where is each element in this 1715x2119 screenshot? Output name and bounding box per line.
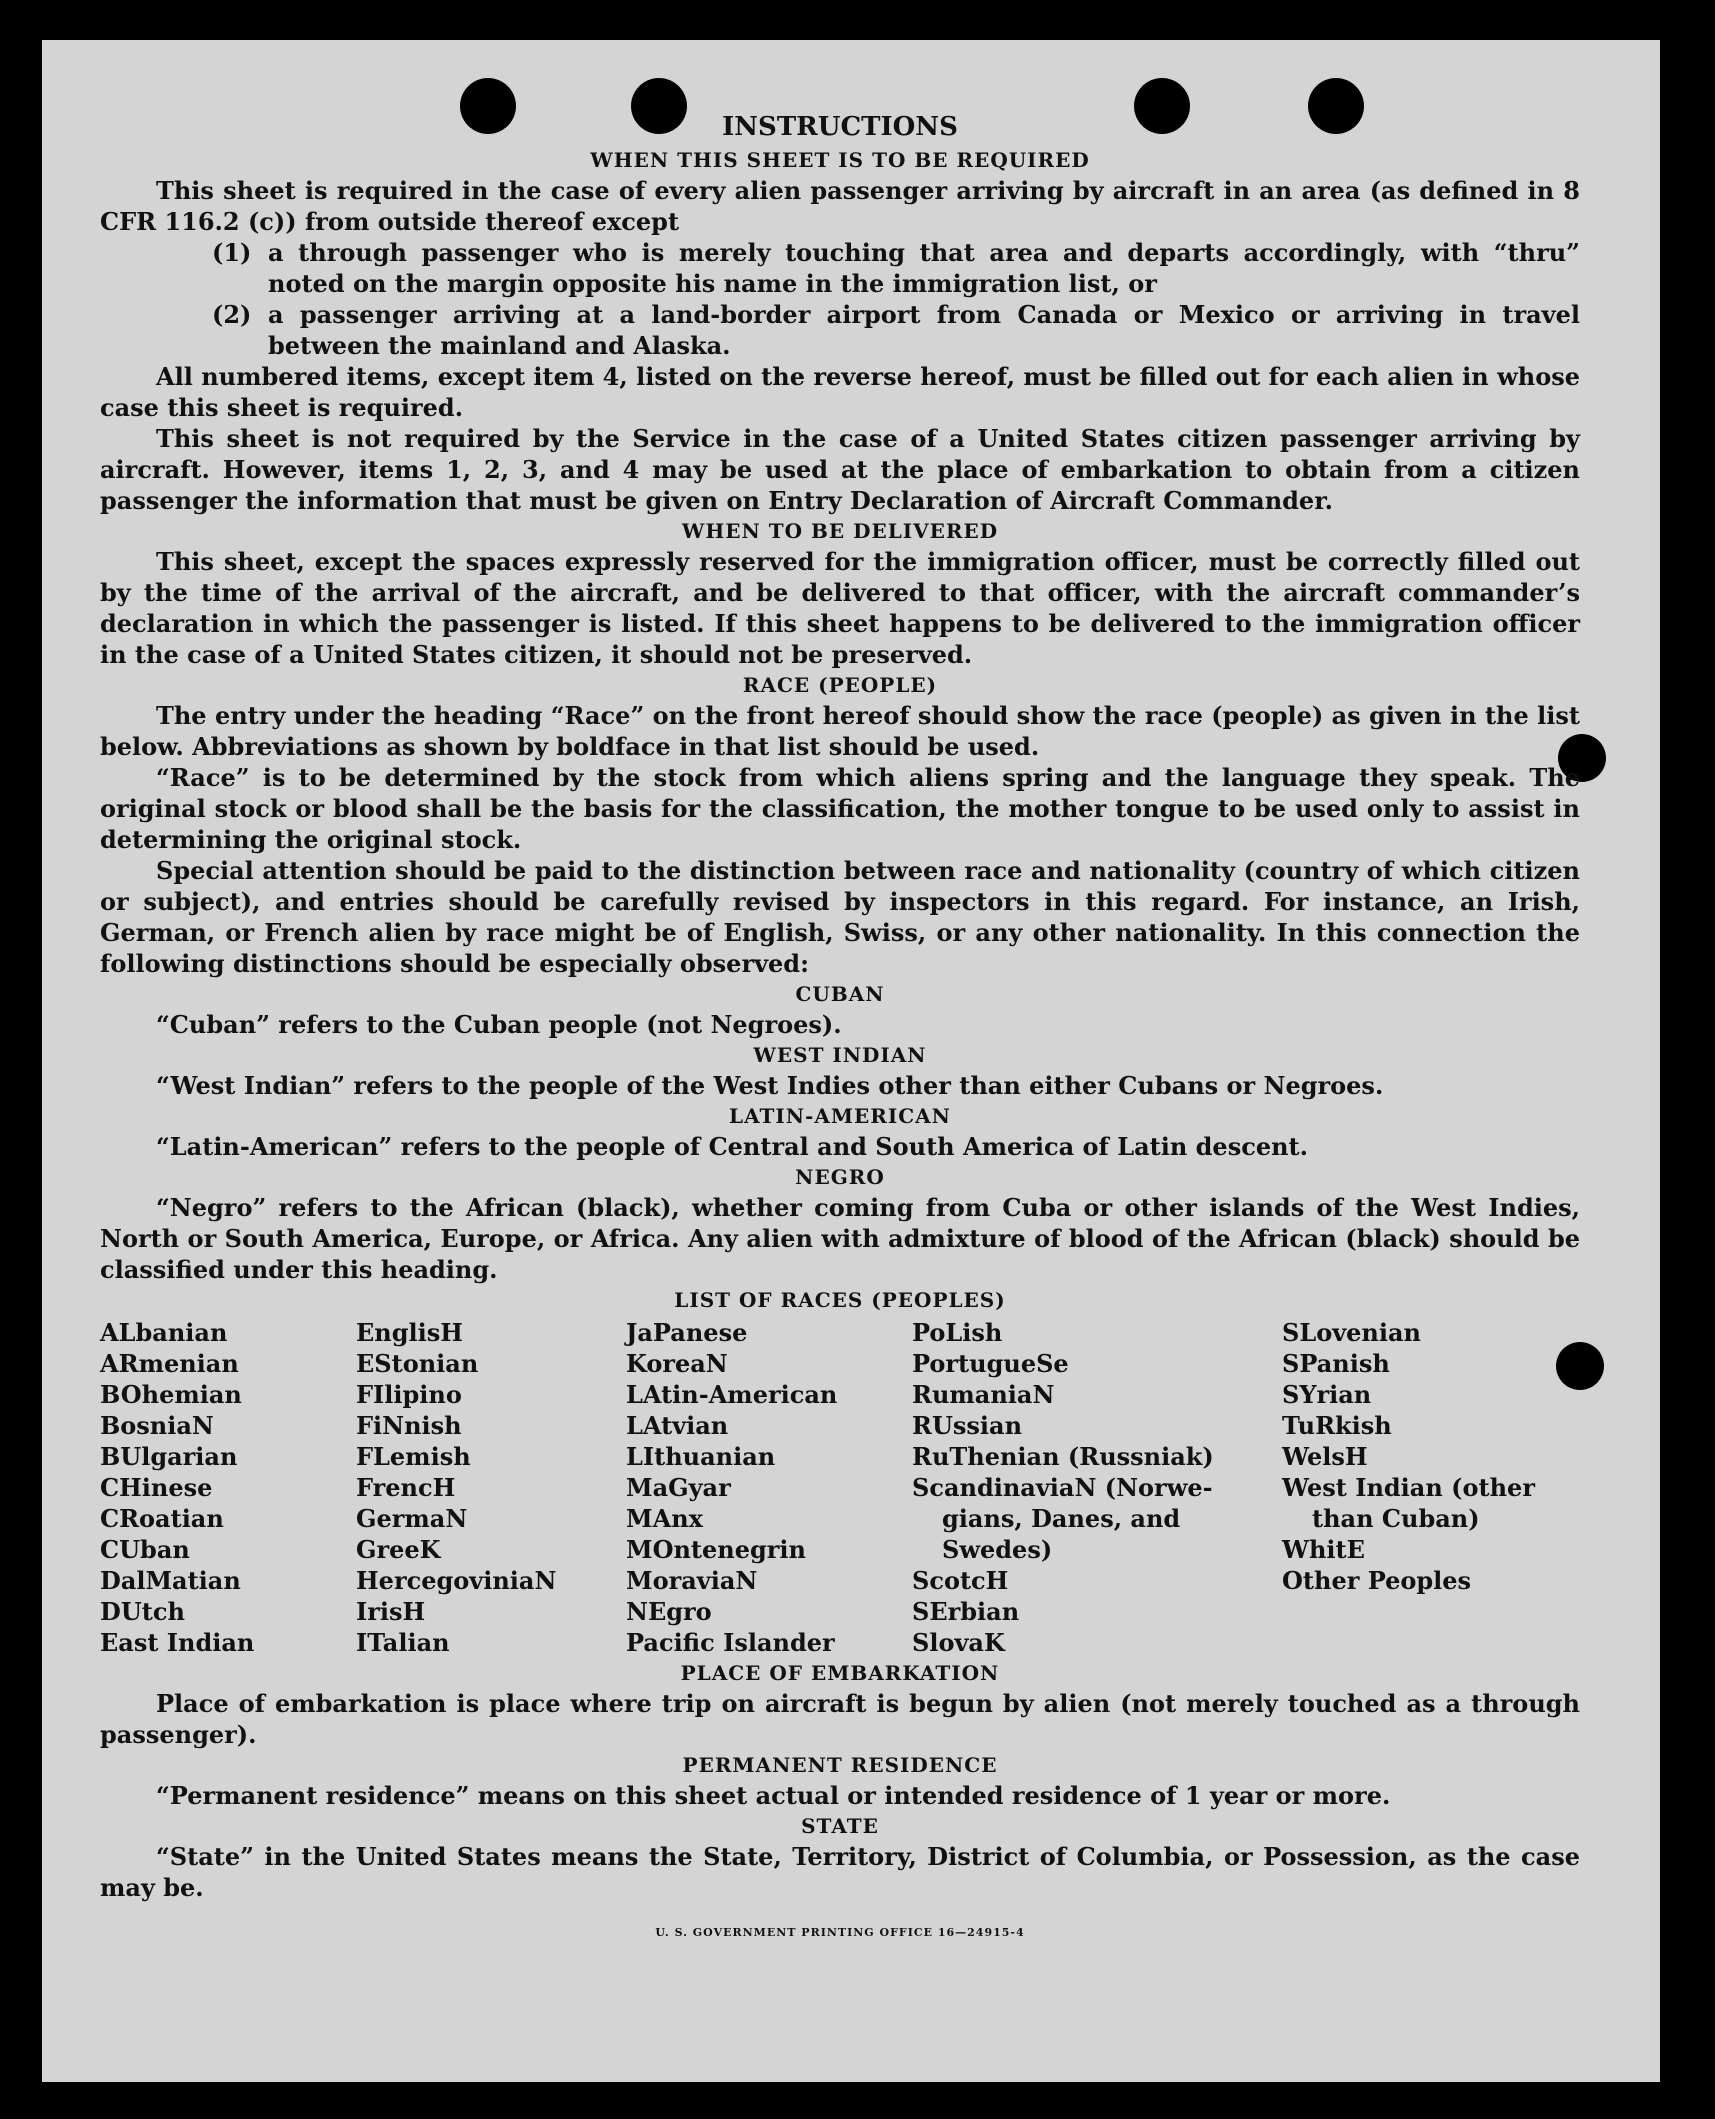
paragraph: All numbered items, except item 4, listed on the reverse hereof, must be filled out for each alien in whose case this sheet is required. bbox=[100, 362, 1580, 422]
race-entry: MAnx bbox=[626, 1504, 703, 1533]
race-entry: RuThenian (Russniak) bbox=[912, 1442, 1214, 1471]
paragraph: This sheet is not required by the Service in the case of a United States citizen passenger arriving by aircraft. However, items 1, 2, 3, and 4 may be used at the place of embarkation to obtain from a citizen passenger the information that must be given on Entry Declaration of Aircraft Commander. bbox=[100, 424, 1580, 515]
section-heading-race: RACE (PEOPLE) bbox=[742, 673, 938, 697]
race-entry: EnglisH bbox=[356, 1318, 463, 1347]
paragraph: “West Indian” refers to the people of the West Indies other than either Cubans or Negroes. bbox=[156, 1071, 1384, 1100]
race-entry: BOhemian bbox=[100, 1380, 242, 1409]
race-entry: TuRkish bbox=[1282, 1411, 1392, 1440]
section-heading-embarkation: PLACE OF EMBARKATION bbox=[680, 1661, 1000, 1685]
race-entry: JaPanese bbox=[626, 1318, 748, 1347]
race-entry: PoLish bbox=[912, 1318, 1003, 1347]
race-entry: LIthuanian bbox=[626, 1442, 776, 1471]
races-list bbox=[100, 1317, 1580, 1658]
section-heading-west-indian: WEST INDIAN bbox=[753, 1043, 927, 1067]
race-entry: East Indian bbox=[100, 1628, 255, 1657]
race-entry: FrencH bbox=[356, 1473, 456, 1502]
paragraph: “State” in the United States means the State, Territory, District of Columbia, or Possession, as the case may be. bbox=[100, 1842, 1580, 1902]
races-column bbox=[100, 1317, 356, 1658]
race-entry: ScandinaviaN (Norwe- bbox=[912, 1473, 1213, 1502]
section-heading-races-list: LIST OF RACES (PEOPLES) bbox=[674, 1288, 1006, 1312]
section-heading-latin-american: LATIN-AMERICAN bbox=[729, 1104, 951, 1128]
races-column bbox=[912, 1317, 1282, 1658]
section-heading-required: WHEN THIS SHEET IS TO BE REQUIRED bbox=[590, 148, 1090, 172]
races-column bbox=[626, 1317, 912, 1658]
race-entry: LAtin-American bbox=[626, 1380, 838, 1409]
race-entry: GreeK bbox=[356, 1535, 441, 1564]
races-column bbox=[1282, 1317, 1580, 1658]
list-item bbox=[212, 299, 1580, 361]
race-entry: DUtch bbox=[100, 1597, 185, 1626]
page-title: INSTRUCTIONS bbox=[722, 112, 958, 142]
races-column bbox=[356, 1317, 626, 1658]
race-entry: KoreaN bbox=[626, 1349, 728, 1378]
race-entry: SYrian bbox=[1282, 1380, 1372, 1409]
section-heading-state: STATE bbox=[801, 1814, 879, 1838]
section-heading-negro: NEGRO bbox=[795, 1165, 885, 1189]
printer-imprint: U. S. GOVERNMENT PRINTING OFFICE 16—24915-4 bbox=[655, 1926, 1025, 1939]
race-entry: ScotcH bbox=[912, 1566, 1009, 1595]
race-entry: Other Peoples bbox=[1282, 1566, 1472, 1595]
race-entry: than Cuban) bbox=[1312, 1504, 1480, 1533]
paragraph: The entry under the heading “Race” on the front hereof should show the race (people) as given in the list below. Abbreviations as shown by boldface in that list should be used. bbox=[100, 701, 1580, 761]
paragraph: “Race” is to be determined by the stock from which aliens spring and the language they speak. The original stock or blood shall be the basis for the classification, the mother tongue to be used only to assist in determining the original stock. bbox=[100, 763, 1580, 854]
paragraph: This sheet is required in the case of every alien passenger arriving by aircraft in an area (as defined in 8 CFR 116.2 (c)) from outside thereof except bbox=[100, 176, 1580, 236]
race-entry: RumaniaN bbox=[912, 1380, 1055, 1409]
item-number: (1) bbox=[212, 238, 252, 267]
item-text: a through passenger who is merely touching that area and departs accordingly, with “thru” noted on the margin opposite his name in the immigration list, or bbox=[268, 238, 1580, 298]
race-entry: WhitE bbox=[1282, 1535, 1365, 1564]
race-entry: SPanish bbox=[1282, 1349, 1390, 1378]
race-entry: ALbanian bbox=[100, 1318, 228, 1347]
race-entry: RUssian bbox=[912, 1411, 1023, 1440]
race-entry: FLemish bbox=[356, 1442, 471, 1471]
race-entry: SLovenian bbox=[1282, 1318, 1421, 1347]
race-entry: ITalian bbox=[356, 1628, 450, 1657]
paragraph: This sheet, except the spaces expressly reserved for the immigration officer, must be correctly filled out by the time of the arrival of the aircraft, and be delivered to that officer, with the aircraft commander’s declaration in which the passenger is listed. If this sheet happens to be delivered to the immigration officer in the case of a United States citizen, it should not be preserved. bbox=[100, 547, 1580, 669]
race-entry: SlovaK bbox=[912, 1628, 1005, 1657]
race-entry: MOntenegrin bbox=[626, 1535, 806, 1564]
race-entry: Pacific Islander bbox=[626, 1628, 835, 1657]
race-entry: CRoatian bbox=[100, 1504, 224, 1533]
race-entry: CHinese bbox=[100, 1473, 213, 1502]
section-heading-delivered: WHEN TO BE DELIVERED bbox=[681, 519, 999, 543]
race-entry: HercegoviniaN bbox=[356, 1566, 557, 1595]
item-number: (2) bbox=[212, 300, 252, 329]
race-entry: gians, Danes, and bbox=[942, 1504, 1181, 1533]
race-entry: EStonian bbox=[356, 1349, 479, 1378]
race-entry: FIlipino bbox=[356, 1380, 462, 1409]
race-entry: CUban bbox=[100, 1535, 190, 1564]
paragraph: “Permanent residence” means on this sheet actual or intended residence of 1 year or more. bbox=[156, 1781, 1391, 1810]
race-entry: DalMatian bbox=[100, 1566, 241, 1595]
race-entry: IrisH bbox=[356, 1597, 426, 1626]
race-entry: WelsH bbox=[1282, 1442, 1368, 1471]
paragraph: “Cuban” refers to the Cuban people (not Negroes). bbox=[156, 1010, 842, 1039]
race-entry: MoraviaN bbox=[626, 1566, 758, 1595]
race-entry: BUlgarian bbox=[100, 1442, 238, 1471]
race-entry: LAtvian bbox=[626, 1411, 729, 1440]
race-entry: Swedes) bbox=[942, 1535, 1053, 1564]
paragraph: Special attention should be paid to the distinction between race and nationality (country of which citizen or subject), and entries should be carefully revised by inspectors in this regard. For instance, an Irish, German, or French alien by race might be of English, Swiss, or any other nationality. In this connection the following distinctions should be especially observed: bbox=[100, 856, 1580, 978]
paragraph: “Negro” refers to the African (black), whether coming from Cuba or other islands of the West Indies, North or South America, Europe, or Africa. Any alien with admixture of blood of the African (black) should be classified under this heading. bbox=[100, 1193, 1580, 1284]
race-entry: PortugueSe bbox=[912, 1349, 1069, 1378]
instructions-content bbox=[100, 112, 1580, 1948]
race-entry: NEgro bbox=[626, 1597, 712, 1626]
item-text: a passenger arriving at a land-border airport from Canada or Mexico or arriving in travel between the mainland and Alaska. bbox=[268, 300, 1580, 360]
race-entry: GermaN bbox=[356, 1504, 468, 1533]
paragraph: “Latin-American” refers to the people of Central and South America of Latin descent. bbox=[156, 1132, 1308, 1161]
race-entry: MaGyar bbox=[626, 1473, 731, 1502]
race-entry: BosniaN bbox=[100, 1411, 214, 1440]
race-entry: West Indian (other bbox=[1282, 1473, 1535, 1502]
paragraph: Place of embarkation is place where trip on aircraft is begun by alien (not merely touched as a through passenger). bbox=[100, 1689, 1580, 1749]
race-entry: SErbian bbox=[912, 1597, 1020, 1626]
section-heading-residence: PERMANENT RESIDENCE bbox=[682, 1753, 998, 1777]
list-item bbox=[212, 237, 1580, 299]
section-heading-cuban: CUBAN bbox=[795, 982, 885, 1006]
race-entry: ARmenian bbox=[100, 1349, 239, 1378]
race-entry: FiNnish bbox=[356, 1411, 462, 1440]
